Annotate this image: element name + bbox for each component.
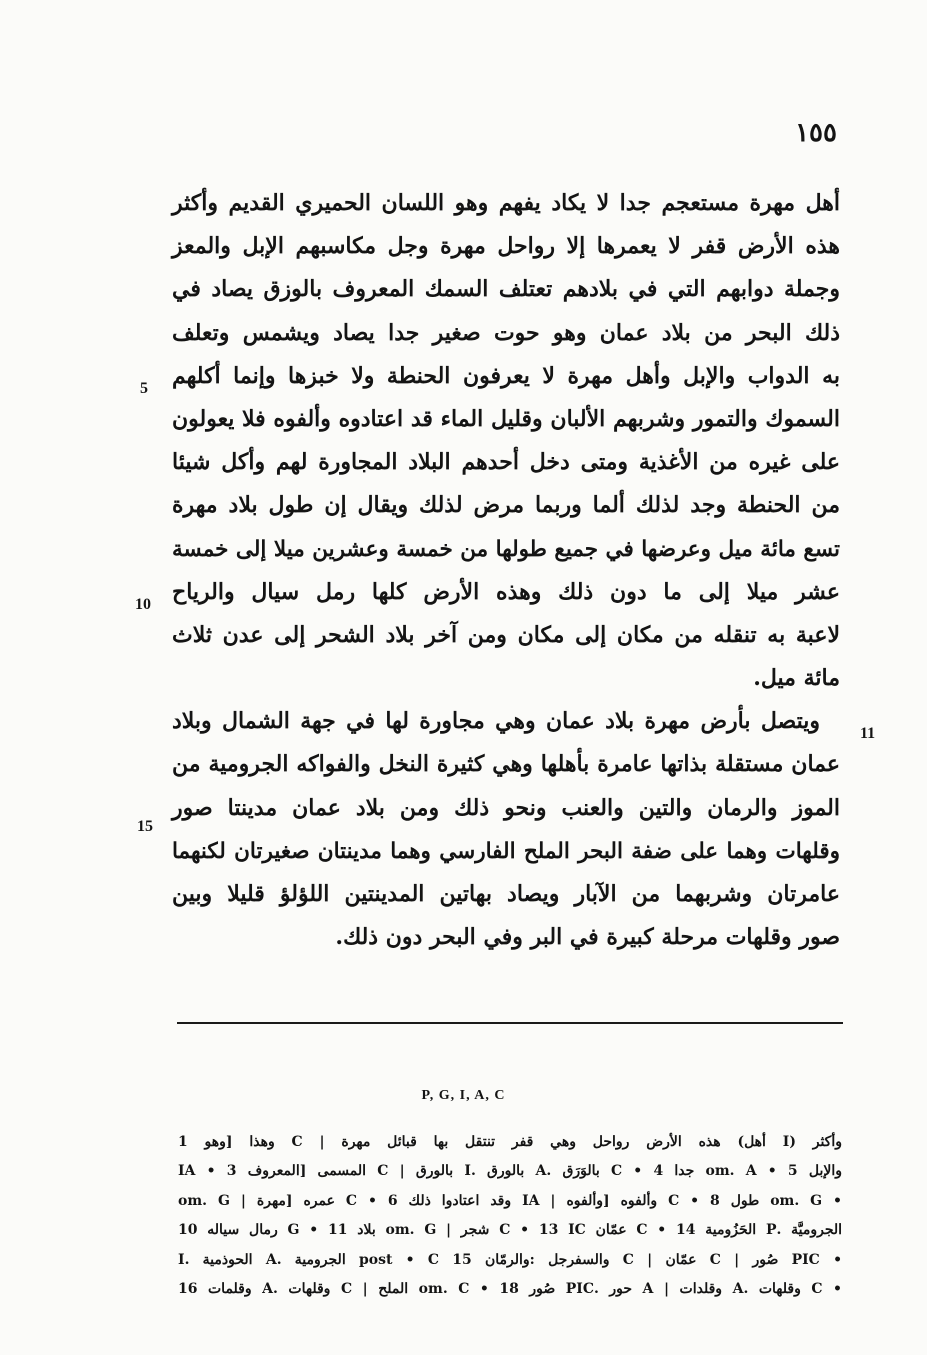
page-number: ١٥٥	[795, 118, 837, 148]
text-line: تسع مائة ميل وعرضها في جميع طولها من خمسة وعشرين ميلا إلى خمسة	[172, 536, 840, 562]
text-line: الموز والرمان والتين والعنب ونحو ذلك ومن بلاد عمان مدينتا صور	[172, 794, 840, 821]
line-number: 15	[137, 818, 153, 835]
apparatus-line: • PIC صُور | C عمّان | C والسفرجل :والرمّان 15 post • C الجرومية .A الحوذمية .I	[178, 1251, 843, 1268]
main-text	[172, 182, 840, 959]
line-number: 5	[140, 380, 148, 397]
text-line: عمان مستقلة بذاتها عامرة بأهلها وهي كثيرة النخل والفواكه الجرومية من	[172, 751, 840, 778]
apparatus-sigla: P, G, I, A, C	[421, 1088, 506, 1103]
text-line: ذلك البحر من بلاد عمان وهو حوت صغير جدا يصاد ويشمس وتعلف	[172, 319, 840, 346]
text-line: على غيره من الأغذية ومتى دخل أحدهم البلاد المجاورة لهم وأكل شيئا	[172, 449, 840, 476]
line-number: 10	[135, 596, 151, 613]
text-line: مائة ميل.	[753, 665, 840, 692]
apparatus-line: وأكثر (I أهل) هذه الأرض رواحل وهي قفر تنتقل بها قبائل مهرة | C وهذا [وهو 1	[178, 1134, 842, 1150]
apparatus-line: والإبل om. A • 5 جدا C • 4 بالوَرَق .A بالورق .I بالورق | C المسمى [المعروف IA • 3	[178, 1163, 843, 1180]
text-line: عشر ميلا إلى ما دون ذلك وهذه الأرض كلها رمل سيال والرياح	[172, 578, 840, 605]
critical-apparatus	[178, 1128, 842, 1304]
text-line: أهل مهرة مستعجم جدا لا يكاد يفهم وهو اللسان الحميري القديم وأكثر	[172, 190, 840, 216]
text-line: صور وقلهات مرحلة كبيرة في البر وفي البحر دون ذلك.	[335, 924, 840, 951]
text-line: ويتصل بأرض مهرة بلاد عمان وهي مجاورة لها في جهة الشمال وبلاد	[172, 708, 820, 735]
text-line: به الدواب والإبل وأهل مهرة لا يعرفون الحنطة ولا خبزها وإنما أكلهم	[172, 362, 840, 389]
text-line: لاعبة به تنقله من مكان إلى مكان ومن آخر بلاد الشحر إلى عدن ثلاث	[172, 621, 840, 648]
footnote-divider	[177, 1022, 843, 1024]
text-line: السموك والتمور وشربهم الألبان وقليل الماء قد اعتادوه وألفوه فلا يعولون	[172, 405, 840, 432]
apparatus-line: الجروميَّة .P الحَزُومية C • 14 عمّان C • 13 IC شجر | om. G بلاد G • 11 رمال سياله 10	[178, 1222, 843, 1239]
text-line: وقلهات وهما على ضفة البحر الملح الفارسي وهما مدينتان صغيرتان لكنهما	[172, 838, 840, 864]
text-line: وجملة دوابهم التي في بلادهم تعتلف السمك المعروف بالوزق يصاد في	[172, 276, 840, 303]
apparatus-line: • C وقلهات .A وقلدات | A حور .PIC صُور 18 • om. C الملح | C وقلهات .A وقلمات 16	[178, 1280, 842, 1297]
text-line: هذه الأرض قفر لا يعمرها إلا رواحل مهرة وجل مكاسبهم الإبل والمعز	[172, 233, 840, 260]
apparatus-line: • om. G طول C • 8 وألفوه [وألفوه | IA وقد اعتادوا ذلك C • 6 عمره [مهرة | om. G	[178, 1192, 843, 1209]
text-line: عامرتان وشربهما من الآبار ويصاد بهاتين المدينتين اللؤلؤ قليلا وبين	[172, 881, 840, 907]
line-number: 11	[860, 725, 876, 742]
text-line: من الحنطة وجد لذلك ألما وربما مرض لذلك ويقال إن طول بلاد مهرة	[172, 492, 840, 519]
